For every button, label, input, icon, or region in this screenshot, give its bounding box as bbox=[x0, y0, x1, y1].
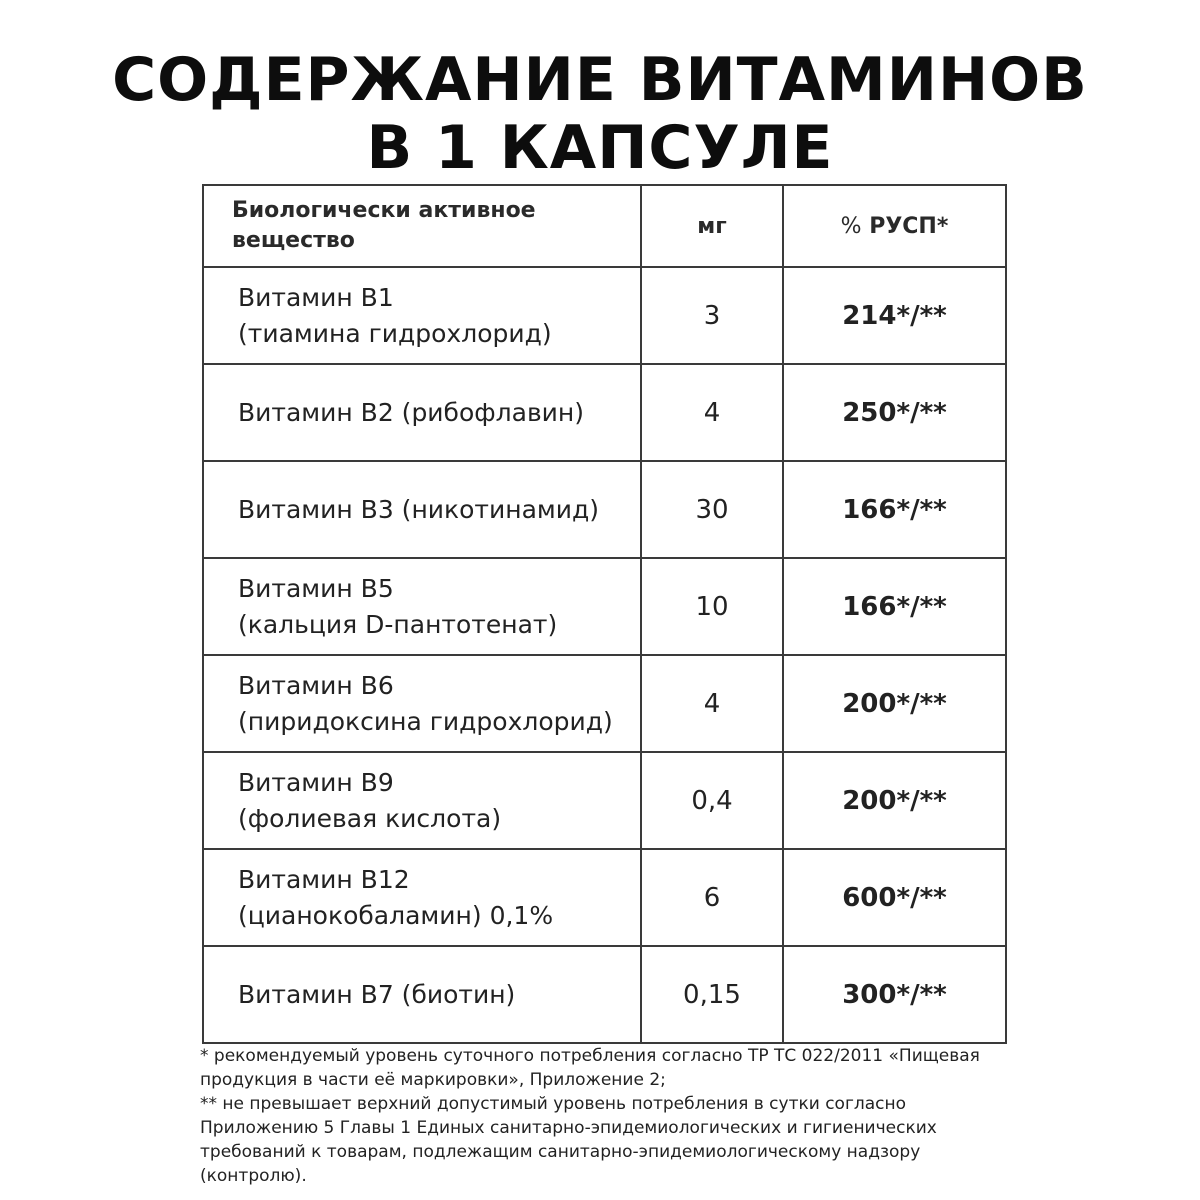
substance-name: Витамин B2 (рибофлавин) bbox=[238, 397, 585, 427]
substance-cell bbox=[203, 752, 641, 849]
table-row bbox=[203, 558, 1006, 655]
substance-cell bbox=[203, 461, 641, 558]
header-substance-line-2: вещество bbox=[232, 228, 355, 253]
substance-form: (фолиевая кислота) bbox=[238, 803, 502, 833]
rusp-cell: 214*/** bbox=[783, 267, 1006, 364]
substance-name: Витамин B7 (биотин) bbox=[238, 979, 516, 1009]
table-row bbox=[203, 267, 1006, 364]
mg-cell: 30 bbox=[641, 461, 783, 558]
rusp-cell: 166*/** bbox=[783, 461, 1006, 558]
substance-name: Витамин B5 bbox=[238, 573, 394, 603]
substance-cell bbox=[203, 946, 641, 1043]
table-row bbox=[203, 752, 1006, 849]
rusp-cell: 250*/** bbox=[783, 364, 1006, 461]
rusp-cell: 200*/** bbox=[783, 752, 1006, 849]
substance-cell bbox=[203, 267, 641, 364]
title-line-1: СОДЕРЖАНИЕ ВИТАМИНОВ bbox=[112, 45, 1088, 115]
substance-name: Витамин B1 bbox=[238, 282, 394, 312]
rusp-cell: 300*/** bbox=[783, 946, 1006, 1043]
rusp-cell: 166*/** bbox=[783, 558, 1006, 655]
table-row bbox=[203, 655, 1006, 752]
page-title bbox=[0, 46, 1200, 182]
table-header-row bbox=[203, 185, 1006, 267]
mg-cell: 0,15 bbox=[641, 946, 783, 1043]
header-mg: мг bbox=[641, 185, 783, 267]
mg-cell: 4 bbox=[641, 655, 783, 752]
substance-cell bbox=[203, 364, 641, 461]
substance-form: (тиамина гидрохлорид) bbox=[238, 318, 552, 348]
mg-cell: 3 bbox=[641, 267, 783, 364]
substance-cell bbox=[203, 655, 641, 752]
rusp-cell: 200*/** bbox=[783, 655, 1006, 752]
table-row bbox=[203, 364, 1006, 461]
header-rusp-percent: % bbox=[840, 213, 862, 239]
substance-form: (цианокобаламин) 0,1% bbox=[238, 900, 554, 930]
header-rusp bbox=[783, 185, 1006, 267]
substance-name: Витамин B12 bbox=[238, 864, 410, 894]
mg-cell: 0,4 bbox=[641, 752, 783, 849]
header-rusp-label: РУСП* bbox=[869, 213, 949, 239]
substance-name: Витамин B6 bbox=[238, 670, 394, 700]
substance-form: (пиридоксина гидрохлорид) bbox=[238, 706, 613, 736]
substance-name: Витамин B9 bbox=[238, 767, 394, 797]
substance-cell bbox=[203, 558, 641, 655]
substance-form: (кальция D-пантотенат) bbox=[238, 609, 558, 639]
footnotes bbox=[200, 1044, 1010, 1188]
title-line-2: В 1 КАПСУЛЕ bbox=[366, 113, 834, 183]
table-row bbox=[203, 461, 1006, 558]
mg-cell: 10 bbox=[641, 558, 783, 655]
footnote-rusp: * рекомендуемый уровень суточного потребления согласно ТР ТС 022/2011 «Пищевая продукция в части её маркировки», Приложение 2; bbox=[200, 1046, 980, 1090]
header-substance bbox=[203, 185, 641, 267]
table-row bbox=[203, 849, 1006, 946]
table-row bbox=[203, 946, 1006, 1043]
substance-cell bbox=[203, 849, 641, 946]
footnote-upper-limit: ** не превышает верхний допустимый уровень потребления в сутки согласно Приложению 5 Главы 1 Единых санитарно-эпидемиологических и гигиенических требований к товарам, подлежащим санитарно-эпидемиологическому надзору (контролю). bbox=[200, 1094, 937, 1186]
vitamin-table bbox=[202, 184, 1007, 1044]
rusp-cell: 600*/** bbox=[783, 849, 1006, 946]
mg-cell: 4 bbox=[641, 364, 783, 461]
substance-name: Витамин B3 (никотинамид) bbox=[238, 494, 600, 524]
header-substance-line-1: Биологически активное bbox=[232, 198, 536, 223]
mg-cell: 6 bbox=[641, 849, 783, 946]
